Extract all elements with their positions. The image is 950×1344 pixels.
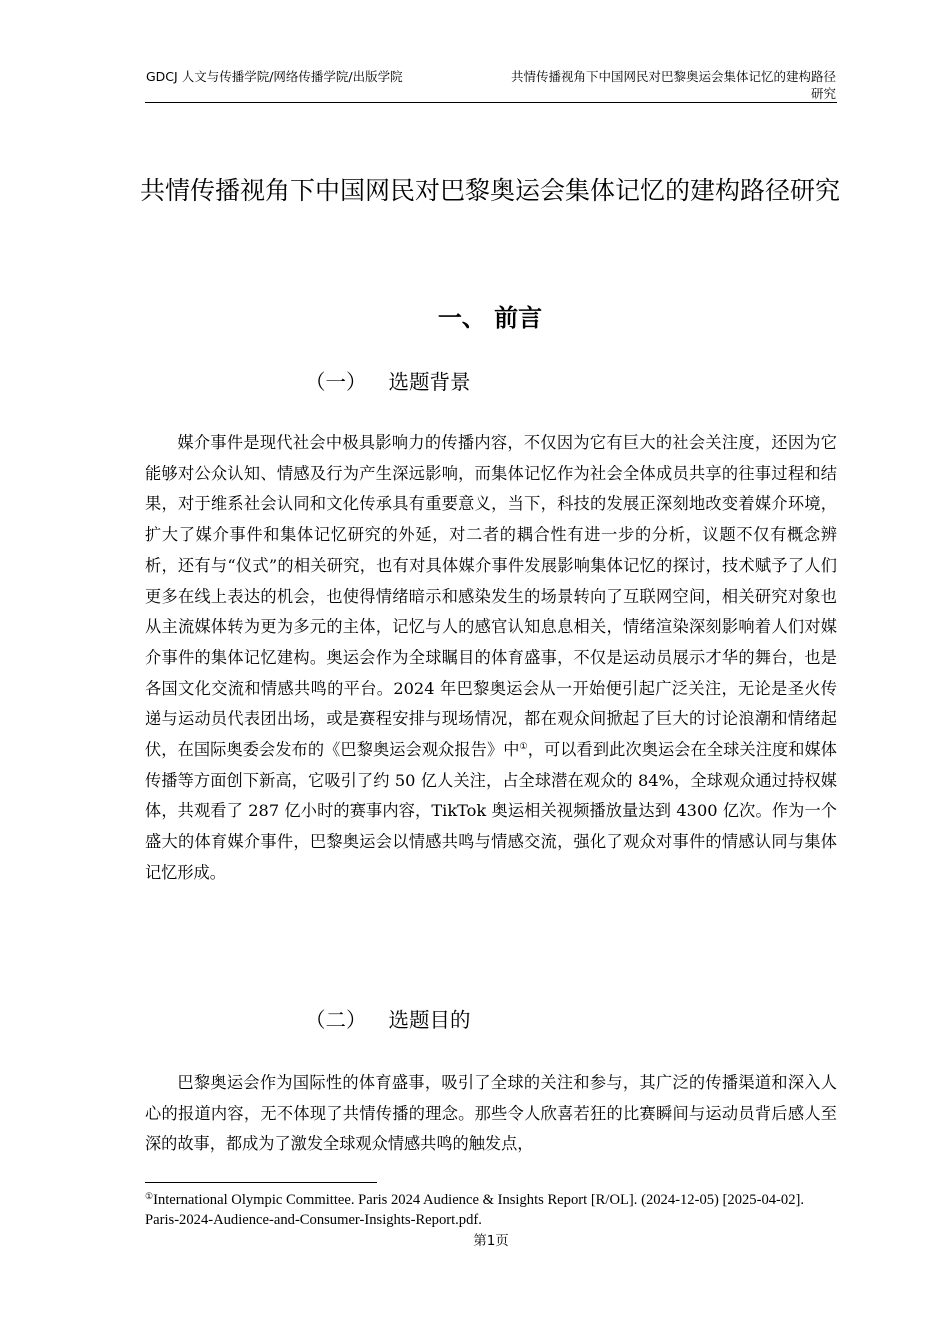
subsection-number: （二） (305, 1008, 367, 1032)
header-divider (145, 102, 837, 103)
subsection-number: （一） (305, 370, 367, 394)
footnote-marker: ① (145, 1191, 154, 1201)
footnote (145, 1191, 835, 1230)
body-paragraph-purpose: 巴黎奥运会作为国际性的体育盛事，吸引了全球的关注和参与，其广泛的传播渠道和深入人心的报道内容，无不体现了共情传播的理念。那些令人欣喜若狂的比赛瞬间与运动员背后感人至深的故事，都成为了激发全球观众情感共鸣的触发点， (145, 1073, 837, 1154)
paragraph-text: 媒介事件是现代社会中极具影响力的传播内容，不仅因为它有巨大的社会关注度，还因为它能够对公众认知、情感及行为产生深远影响，而集体记忆作为社会全体成员共享的往事过程和结果，对于维系社会认同和文化传承具有重要意义，当下，科技的发展正深刻地改变着媒介环境，扩大了媒介事件和集体记忆研究的外延，对二者的耦合性有进一步的分析，议题不仅有概念辨析，还有与“仪式”的相关研究，也有对具体媒介事件发展影响集体记忆的探讨，技术赋予了人们更多在线上表达的机会，也使得情绪暗示和感染发生的场景转向了互联网空间，相关研究对象也从主流媒体转为更为多元的主体，记忆与人的感官认知息息相关，情绪渲染深刻影响着人们对媒介事件的集体记忆建构。奥运会作为全球瞩目的体育盛事，不仅是运动员展示才华的舞台，也是各国文化交流和情感共鸣的平台。2024 年巴黎奥运会从一开始便引起广泛关注，无论是圣火传递与运动员代表团出场，或是赛程安排与现场情况，都在观众间掀起了巨大的讨论浪潮和情绪起伏，在国际奥委会发布的《巴黎奥运会观众报告》中 (145, 433, 837, 760)
subsection-title: 选题背景 (388, 370, 471, 394)
subsection-title: 选题目的 (388, 1008, 471, 1032)
footnote-text: International Olympic Committee. Paris 2024 Audience & Insights Report [R/OL]. (2024-12-05) [2025-04-02]. Paris-2024-Audience-and-Consumer-Insights-Report.pdf. (145, 1192, 805, 1228)
footnote-separator (145, 1182, 377, 1183)
section-heading-preface: 一、 前言 (437, 304, 543, 332)
running-header-right: 共情传播视角下中国网民对巴黎奥运会集体记忆的建构路径研究 (510, 69, 836, 101)
page-number: 第1页 (473, 1233, 509, 1249)
paragraph-text-continued: ，可以看到此次奥运会在全球关注度和媒体传播等方面创下新高，它吸引了约 50 亿人关注，占全球潜在观众的 84%，全球观众通过持权媒体，共观看了 287 亿小时的赛事内容，TikTok 奥运相关视频播放量达到 4300 亿次。作为一个盛大的体育媒介事件，巴黎奥运会以情感共鸣与情感交流，强化了观众对事件的情感认同与集体记忆形成。 (145, 740, 837, 882)
running-header-left: GDCJ 人文与传播学院/网络传播学院/出版学院 (146, 69, 403, 84)
body-paragraph-background (145, 428, 837, 889)
subsection-heading-background (305, 367, 471, 397)
paper-title: 共情传播视角下中国网民对巴黎奥运会集体记忆的建构路径研究 (140, 176, 841, 205)
footnote-reference[interactable]: ① (519, 742, 528, 753)
subsection-heading-purpose (305, 1005, 471, 1035)
